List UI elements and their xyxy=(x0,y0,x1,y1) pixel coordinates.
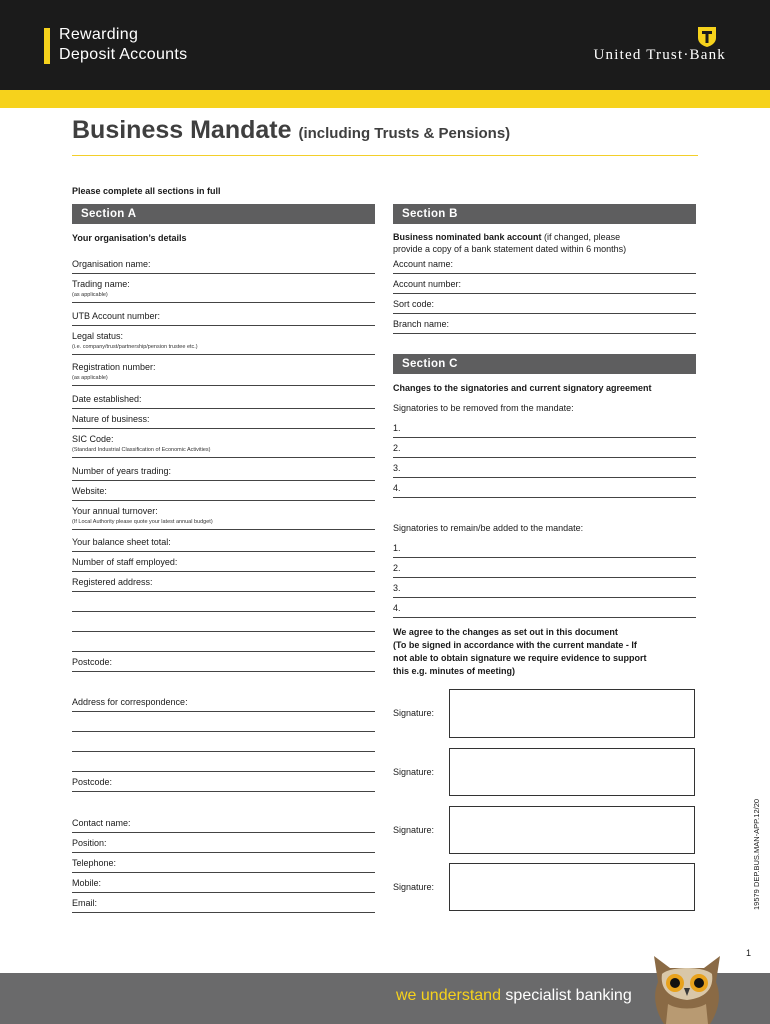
page-header xyxy=(0,0,770,90)
added-signatory-4-field[interactable] xyxy=(393,617,696,618)
correspondence-address-line-2[interactable] xyxy=(72,731,375,732)
trading-name-label: Trading name: xyxy=(72,279,130,289)
added-signatory-4-label: 4. xyxy=(393,603,401,613)
signature-2-box[interactable] xyxy=(449,748,695,796)
agreement-line-4: this e.g. minutes of meeting) xyxy=(393,666,516,676)
registered-address-line-2[interactable] xyxy=(72,611,375,612)
instruction-text: Please complete all sections in full xyxy=(72,186,221,196)
page-title-main: Business Mandate xyxy=(72,116,292,144)
annual-turnover-label: Your annual turnover: xyxy=(72,506,158,516)
position-label: Position: xyxy=(72,838,107,848)
date-established-field[interactable] xyxy=(72,408,375,409)
branch-name-label: Branch name: xyxy=(393,319,450,329)
annual-turnover-note: (If Local Authority please quote your latest annual budget) xyxy=(72,519,213,525)
position-field[interactable] xyxy=(72,852,375,853)
signature-4-label: Signature: xyxy=(393,882,435,892)
nature-of-business-label: Nature of business: xyxy=(72,414,150,424)
legal-status-label: Legal status: xyxy=(72,331,124,341)
section-b-intro-line2: provide a copy of a bank statement dated within 6 months) xyxy=(393,244,627,254)
removed-signatory-2-label: 2. xyxy=(393,443,401,453)
tagline-rest: specialist banking xyxy=(500,987,632,1004)
added-signatory-2-field[interactable] xyxy=(393,577,696,578)
removed-signatory-4-field[interactable] xyxy=(393,497,696,498)
section-a-heading: Section A xyxy=(72,204,375,224)
sort-code-field[interactable] xyxy=(393,313,696,314)
removed-signatory-2-field[interactable] xyxy=(393,457,696,458)
date-established-label: Date established: xyxy=(72,394,142,404)
contact-name-label: Contact name: xyxy=(72,818,131,828)
document-reference-code: 19579 DEP.BUS.MAN-APP.12/20 xyxy=(752,798,761,910)
legal-status-field[interactable] xyxy=(72,354,375,355)
correspondence-address-line-4[interactable] xyxy=(72,771,375,772)
header-accent-bar xyxy=(44,28,50,64)
organisation-name-field[interactable] xyxy=(72,273,375,274)
product-title-line2: Deposit Accounts xyxy=(59,46,188,63)
account-number-field[interactable] xyxy=(393,293,696,294)
staff-employed-label: Number of staff employed: xyxy=(72,557,178,567)
correspondence-address-line-3[interactable] xyxy=(72,751,375,752)
header-yellow-stripe xyxy=(0,90,770,108)
mobile-field[interactable] xyxy=(72,892,375,893)
postcode-1-field[interactable] xyxy=(72,671,375,672)
postcode-2-field[interactable] xyxy=(72,791,375,792)
removed-signatory-1-label: 1. xyxy=(393,423,401,433)
balance-sheet-field[interactable] xyxy=(72,551,375,552)
removed-signatory-3-label: 3. xyxy=(393,463,401,473)
removed-signatory-3-field[interactable] xyxy=(393,477,696,478)
account-name-field[interactable] xyxy=(393,273,696,274)
section-b-intro-rest: (if changed, please xyxy=(541,232,621,242)
annual-turnover-field[interactable] xyxy=(72,529,375,530)
mobile-label: Mobile: xyxy=(72,878,102,888)
years-trading-field[interactable] xyxy=(72,480,375,481)
title-divider xyxy=(72,155,698,156)
registration-number-note: (as applicable) xyxy=(72,375,108,381)
registration-number-field[interactable] xyxy=(72,385,375,386)
added-signatory-3-field[interactable] xyxy=(393,597,696,598)
signatories-added-label: Signatories to remain/be added to the mandate: xyxy=(393,523,584,533)
agreement-line-3: not able to obtain signature we require evidence to support xyxy=(393,653,647,663)
owl-icon xyxy=(648,952,726,1024)
added-signatory-1-field[interactable] xyxy=(393,557,696,558)
agreement-line-1: We agree to the changes as set out in this document xyxy=(393,627,618,637)
telephone-label: Telephone: xyxy=(72,858,117,868)
signatories-removed-label: Signatories to be removed from the mandate: xyxy=(393,403,574,413)
signature-3-label: Signature: xyxy=(393,825,435,835)
utb-account-number-field[interactable] xyxy=(72,325,375,326)
tagline-highlight: we understand xyxy=(396,987,501,1004)
utb-account-number-label: UTB Account number: xyxy=(72,311,161,321)
added-signatory-3-label: 3. xyxy=(393,583,401,593)
section-b-intro-line1 xyxy=(393,232,620,242)
postcode-2-label: Postcode: xyxy=(72,777,113,787)
agreement-line-2: (To be signed in accordance with the current mandate - If xyxy=(393,640,637,650)
signature-4-box[interactable] xyxy=(449,863,695,911)
page-title-sub: (including Trusts & Pensions) xyxy=(298,125,511,142)
registered-address-line-3[interactable] xyxy=(72,631,375,632)
section-c-subheading: Changes to the signatories and current signatory agreement xyxy=(393,383,652,393)
postcode-1-label: Postcode: xyxy=(72,657,113,667)
registered-address-line-1[interactable] xyxy=(72,591,375,592)
section-a-subheading: Your organisation’s details xyxy=(72,233,187,243)
signature-1-box[interactable] xyxy=(449,689,695,738)
years-trading-label: Number of years trading: xyxy=(72,466,172,476)
email-field[interactable] xyxy=(72,912,375,913)
trading-name-field[interactable] xyxy=(72,302,375,303)
page-number: 1 xyxy=(746,948,752,958)
nature-of-business-field[interactable] xyxy=(72,428,375,429)
balance-sheet-label: Your balance sheet total: xyxy=(72,537,171,547)
sic-code-field[interactable] xyxy=(72,457,375,458)
telephone-field[interactable] xyxy=(72,872,375,873)
section-b-intro-bold: Business nominated bank account xyxy=(393,232,542,242)
branch-name-field[interactable] xyxy=(393,333,696,334)
utb-crest-icon xyxy=(697,26,717,48)
page-title xyxy=(72,116,510,145)
website-field[interactable] xyxy=(72,500,375,501)
removed-signatory-1-field[interactable] xyxy=(393,437,696,438)
legal-status-note: (i.e. company/trust/partnership/pension trustee etc.) xyxy=(72,344,198,350)
sort-code-label: Sort code: xyxy=(393,299,435,309)
organisation-name-label: Organisation name: xyxy=(72,259,151,269)
contact-name-field[interactable] xyxy=(72,832,375,833)
email-label: Email: xyxy=(72,898,98,908)
trading-name-note: (as applicable) xyxy=(72,292,108,298)
correspondence-address-line-1[interactable] xyxy=(72,711,375,712)
registration-number-label: Registration number: xyxy=(72,362,156,372)
correspondence-address-label: Address for correspondence: xyxy=(72,697,188,707)
added-signatory-1-label: 1. xyxy=(393,543,401,553)
website-label: Website: xyxy=(72,486,107,496)
account-name-label: Account name: xyxy=(393,259,454,269)
registered-address-line-4[interactable] xyxy=(72,651,375,652)
section-c-heading: Section C xyxy=(393,354,696,374)
removed-signatory-4-label: 4. xyxy=(393,483,401,493)
added-signatory-2-label: 2. xyxy=(393,563,401,573)
signature-3-box[interactable] xyxy=(449,806,695,854)
sic-code-label: SIC Code: xyxy=(72,434,114,444)
staff-employed-field[interactable] xyxy=(72,571,375,572)
product-title-line1: Rewarding xyxy=(59,26,139,43)
brand-name: United Trust·Bank xyxy=(593,47,726,63)
registered-address-label: Registered address: xyxy=(72,577,153,587)
signature-1-label: Signature: xyxy=(393,708,435,718)
section-b-heading: Section B xyxy=(393,204,696,224)
account-number-label: Account number: xyxy=(393,279,462,289)
product-title xyxy=(59,25,187,65)
footer-tagline xyxy=(396,987,632,1005)
sic-code-note: (Standard Industrial Classification of Economic Activities) xyxy=(72,447,211,453)
signature-2-label: Signature: xyxy=(393,767,435,777)
